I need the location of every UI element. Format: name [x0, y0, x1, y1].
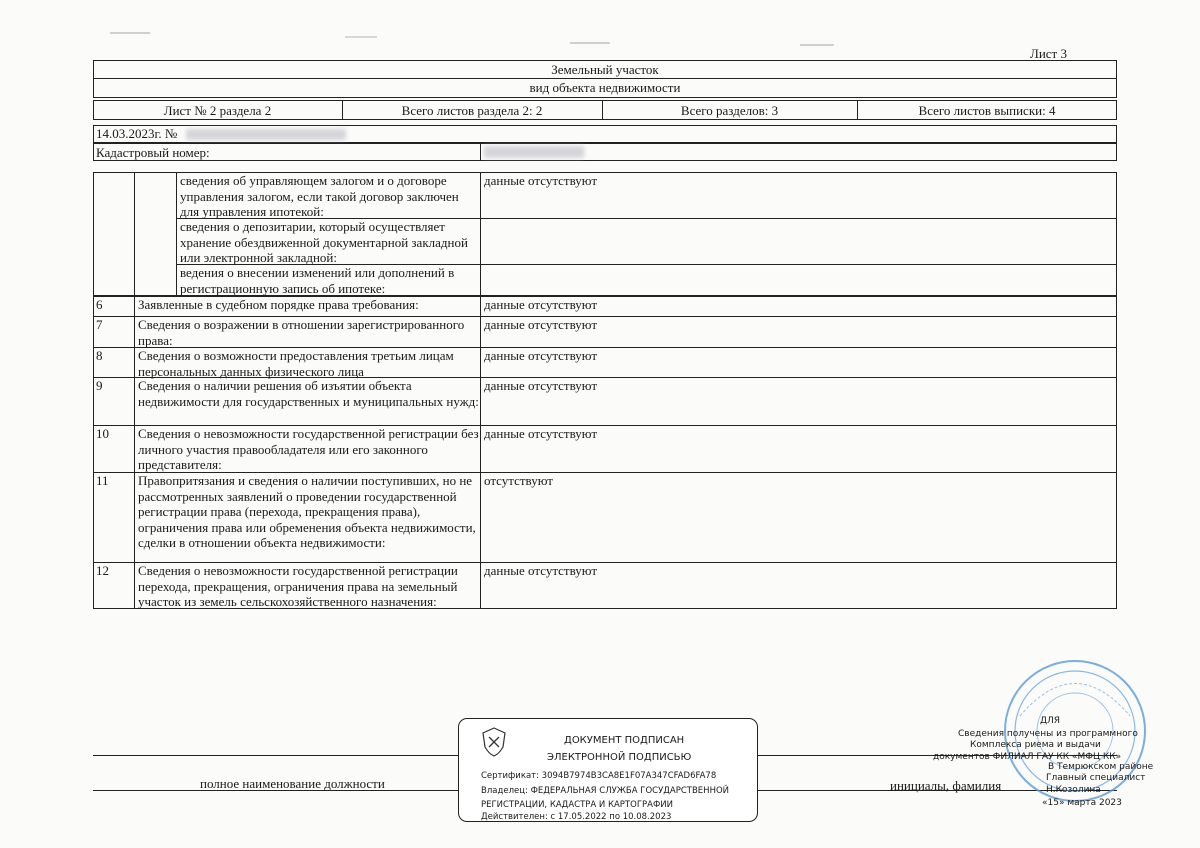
- row-value: данные отсутствуют: [484, 317, 598, 332]
- row-number: 10: [96, 426, 109, 441]
- row-number: 8: [96, 348, 103, 363]
- emblem-icon: [481, 727, 507, 757]
- : [134, 172, 135, 296]
- signed-line2: ЭЛЕКТРОННОЙ ПОДПИСЬЮ: [547, 752, 692, 763]
- total-extract-sheets: Всего листов выписки: 4: [918, 103, 1056, 118]
- sheet-of-section: Лист № 2 раздела 2: [163, 103, 272, 118]
- position-label: полное наименование должности: [200, 776, 385, 791]
- cadastral-label: Кадастровый номер:: [96, 145, 210, 160]
- certification-line: Комплекса риема и выдачи: [970, 740, 1101, 750]
- row-value: данные отсутствуют: [484, 563, 598, 578]
- certification-line: ДЛЯ: [1040, 716, 1061, 726]
- subrow-label: ведения о внесении изменений или дополнений в регистрационную запись об ипотеке:: [180, 265, 455, 296]
- row-number: 11: [96, 473, 109, 488]
- validity: Действителен: с 17.05.2022 по 10.08.2023: [481, 812, 672, 822]
- certification-line: Сведения получены из программного: [958, 729, 1138, 739]
- extract-date: 14.03.2023г. №: [96, 126, 178, 141]
- sheet-number: Лист 3: [1030, 46, 1067, 61]
- row-label: Сведения о невозможности государственной регистрации без личного участия правообладателя или его законного представителя:: [138, 426, 479, 472]
- row-number: 9: [96, 378, 103, 393]
- row-number: 7: [96, 317, 103, 332]
- e-signature-box: [458, 718, 758, 822]
- certification-line: документов ФИЛИАЛ ГАУ КК «МФЦ КК»: [933, 752, 1122, 762]
- row-number: 6: [96, 297, 103, 312]
- row-label: Сведения о невозможности государственной регистрации перехода, прекращения, ограничения права на земельный участок из земель сельскохозяйственного назначения:: [138, 563, 458, 609]
- row-value: данные отсутствуют: [484, 297, 598, 312]
- row-value: данные отсутствуют: [484, 378, 598, 393]
- row-label: Сведения о возражении в отношении зарегистрированного права:: [138, 317, 465, 348]
- owner2: РЕГИСТРАЦИИ, КАДАСТРА И КАРТОГРАФИИ: [481, 800, 673, 810]
- redacted-extract-number: [186, 129, 346, 140]
- signed-line1: ДОКУМЕНТ ПОДПИСАН: [564, 735, 685, 746]
- row-label: Сведения о возможности предоставления третьим лицам персональных данных физического лица: [138, 348, 454, 379]
- total-section-sheets: Всего листов раздела 2: 2: [401, 103, 543, 118]
- subrow-value: данные отсутствуют: [484, 173, 598, 188]
- : [176, 172, 177, 296]
- object-type: Земельный участок: [551, 62, 659, 77]
- row-number: 12: [96, 563, 109, 578]
- row-label: Сведения о наличии решения об изъятии объекта недвижимости для государственных и муниципальных нужд:: [138, 378, 479, 409]
- subrow-label: сведения об управляющем залогом и о договоре управления залогом, если такой договор заключен для управления ипотекой:: [180, 173, 459, 219]
- total-sections: Всего разделов: 3: [680, 103, 779, 118]
- : [480, 172, 481, 296]
- row-label: Заявленные в судебном порядке права требования:: [138, 297, 419, 312]
- scan-noise: [0, 0, 1200, 50]
- certification-line: Н.Козолина: [1046, 785, 1101, 795]
- owner: Владелец: ФЕДЕРАЛЬНАЯ СЛУЖБА ГОСУДАРСТВЕННОЙ: [481, 786, 730, 796]
- initials-label: инициалы, фамилия: [890, 778, 1002, 793]
- row-value: отсутствуют: [484, 473, 553, 488]
- object-kind: вид объекта недвижимости: [529, 80, 681, 95]
- cadastral-row: [93, 143, 1117, 161]
- certification-line: «15» марта 2023: [1042, 798, 1122, 808]
- subrow-label: сведения о депозитарии, который осуществляет хранение обездвиженной документарной закладной или электронной закладной:: [180, 219, 468, 265]
- redacted-cadastral-number: [484, 146, 584, 158]
- certificate: Сертификат: 3094B7974B3CA8E1F07A347CFAD6FA78: [481, 771, 717, 781]
- certification-line: В Темрюкском районе: [1048, 762, 1154, 772]
- row-value: данные отсутствуют: [484, 348, 598, 363]
- row-value: данные отсутствуют: [484, 426, 598, 441]
- row-label: Правопритязания и сведения о наличии поступивших, но не рассмотренных заявлений о проведении государственной регистрации права (перехода, прекращения права), ограничения права или обременения объекта недвижимости, сделки в отношении объекта недвижимости:: [138, 473, 476, 550]
- certification-line: Главный специалист: [1046, 773, 1146, 783]
